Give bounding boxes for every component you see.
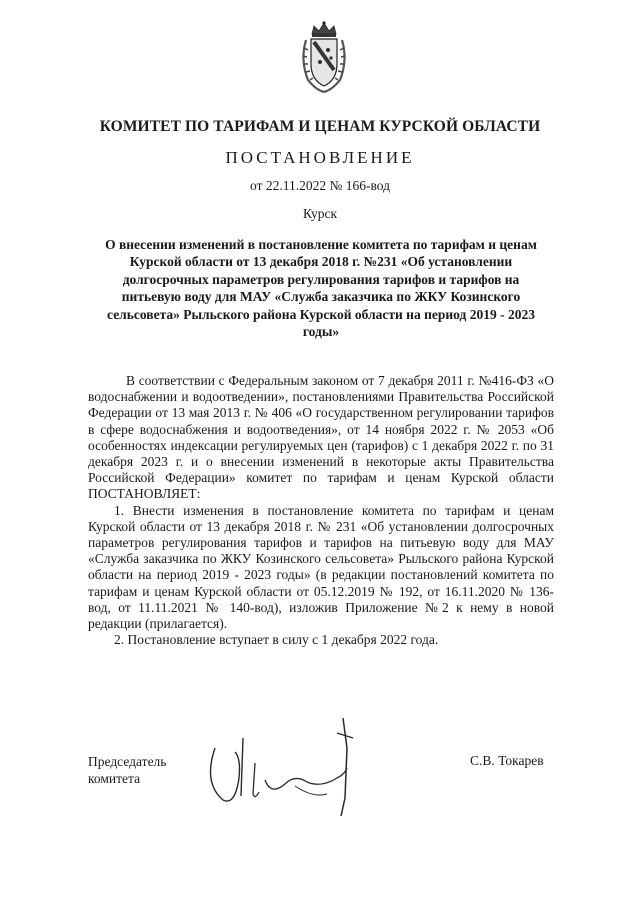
coat-of-arms-icon bbox=[298, 20, 350, 94]
resolution-item-1: 1. Внести изменения в постановление комитета по тарифам и ценам Курской области от 13 декабря 2018 г. № 231 «Об установлении долгосрочных параметров регулирования тарифов и тарифов на питьевую воду для МАУ «Служба заказчика по ЖКУ Козинского сельсовета» Рыльского района Курской области на период 2019 - 2023 годы» (в редакции постановлений комитета по тарифам и ценам Курской области от 05.12.2019 № 192, от 16.11.2020 № 136-вод, от 11.11.2021 № 140-вод), изложив Приложение №2 к нему в новой редакции (прилагается). bbox=[88, 502, 554, 632]
preamble-paragraph: В соответствии с Федеральным законом от 7 декабря 2011 г. №416-ФЗ «О водоснабжении и водоотведении», постановлениями Правительства Российской Федерации от 13 мая 2013 г. № 406 «О государственном регулировании тарифов в сфере водоснабжения и водоотведения», от 14 ноября 2022 г. № 2053 «Об особенностях индексации регулируемых цен (тарифов) с 1 декабря 2022 г. по 31 декабря 2023 г. и о внесении изменений в некоторые акты Правительства Российской Федерации» комитет по тарифам и ценам Курской области ПОСТАНОВЛЯЕТ: bbox=[88, 373, 554, 502]
document-subject: О внесении изменений в постановление комитета по тарифам и ценам Курской области от 13 декабря 2018 г. №231 «Об установлении долгосрочных параметров регулирования тарифов и тарифов на питьевую воду для МАУ «Служба заказчика по ЖКУ Козинского сельсовета» Рыльского района Курской области на период 2019 - 2023 годы» bbox=[105, 237, 537, 340]
resolution-item-2: 2. Постановление вступает в силу с 1 декабря 2022 года. bbox=[114, 632, 439, 648]
signatory-name: С.В. Токарев bbox=[470, 753, 544, 768]
document-date-number: от 22.11.2022 № 166-вод bbox=[250, 178, 390, 193]
signatory-title bbox=[88, 753, 166, 787]
signatory-title-line2: комитета bbox=[88, 771, 141, 786]
handwritten-signature-icon bbox=[195, 708, 375, 818]
document-type: ПОСТАНОВЛЕНИЕ bbox=[225, 148, 415, 167]
document-city: Курск bbox=[302, 206, 338, 221]
signatory-title-line1: Председатель bbox=[88, 754, 167, 769]
document-body bbox=[88, 373, 554, 648]
organization-name: КОМИТЕТ ПО ТАРИФАМ И ЦЕНАМ КУРСКОЙ ОБЛАСТИ bbox=[99, 118, 541, 135]
